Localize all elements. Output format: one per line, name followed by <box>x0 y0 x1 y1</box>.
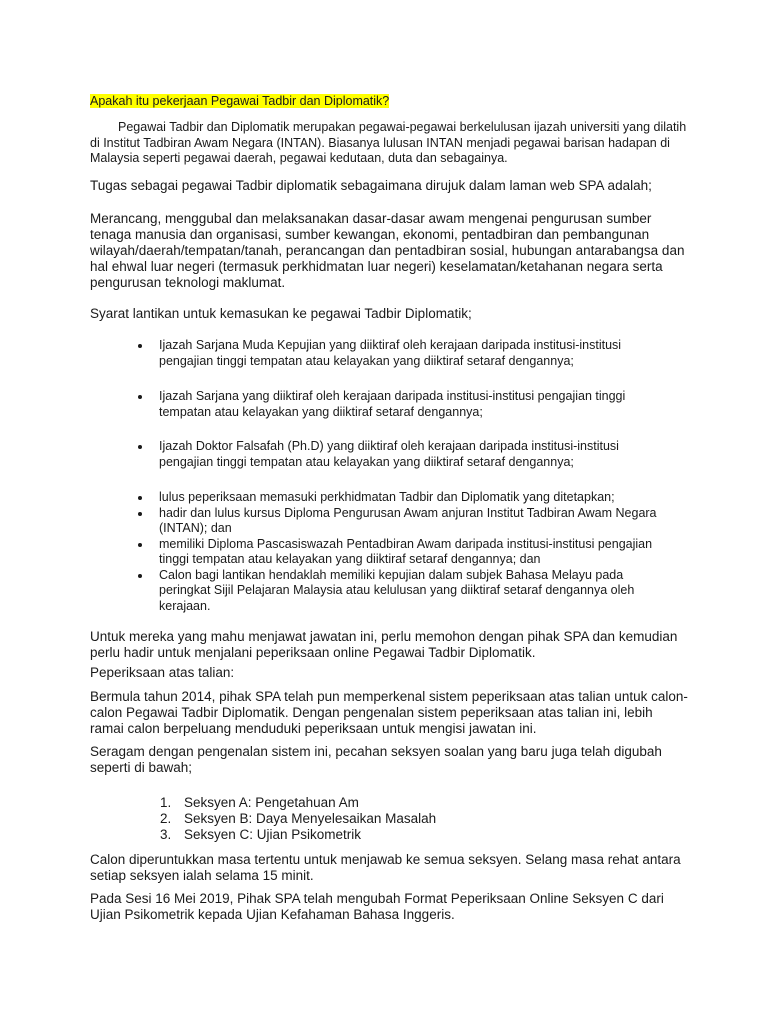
list-item: memiliki Diploma Pascasiswazah Pentadbiran Awam daripada institusi-institusi pengajian tinggi tempatan atau kelayakan yang diiktiraf setaraf dengannya; dan <box>130 537 660 568</box>
sections-list <box>160 795 560 843</box>
list-number: 2. <box>160 811 172 826</box>
requirements-intro: Syarat lantikan untuk kemasukan ke pegawai Tadbir Diplomatik; <box>90 306 472 321</box>
requirements-list-3 <box>130 439 660 470</box>
list-item: Ijazah Sarjana yang diiktiraf oleh kerajaan daripada institusi-institusi pengajian tinggi tempatan atau kelayakan yang diiktiraf setaraf dengannya; <box>130 389 660 420</box>
page-title <box>90 93 389 109</box>
section-label: Seksyen A: Pengetahuan Am <box>184 795 359 810</box>
list-item: Ijazah Doktor Falsafah (Ph.D) yang diiktiraf oleh kerajaan daripada institusi-institusi pengajian tinggi tempatan atau kelayakan yang diiktiraf setaraf dengannya; <box>130 439 660 470</box>
list-item <box>160 811 560 827</box>
list-item <box>160 795 560 811</box>
requirements-list-2 <box>130 389 660 420</box>
online-exam-paragraph: Bermula tahun 2014, pihak SPA telah pun memperkenal sistem peperiksaan atas talian untuk calon-calon Pegawai Tadbir Diplomatik. Dengan pengenalan sistem peperiksaan atas talian ini, lebih ramai calon berpeluang menduduki peperiksaan untuk mengisi jawatan ini. <box>90 689 688 736</box>
list-item: lulus peperiksaan memasuki perkhidmatan Tadbir dan Diplomatik yang ditetapkan; <box>130 490 660 506</box>
list-item: Calon bagi lantikan hendaklah memiliki kepujian dalam subjek Bahasa Melayu pada peringkat Sijil Pelajaran Malaysia atau kelulusan yang diiktiraf setaraf dengannya oleh kerajaan. <box>130 568 660 615</box>
list-item: hadir dan lulus kursus Diploma Pengurusan Awam anjuran Institut Tadbiran Awam Negara (INTAN); dan <box>130 506 660 537</box>
highlighted-title: Apakah itu pekerjaan Pegawai Tadbir dan Diplomatik? <box>90 94 390 108</box>
requirements-list-1 <box>130 338 660 369</box>
section-label: Seksyen B: Daya Menyelesaikan Masalah <box>184 811 437 826</box>
online-exam-heading: Peperiksaan atas talian: <box>90 665 235 680</box>
duties-intro: Tugas sebagai pegawai Tadbir diplomatik sebagaimana dirujuk dalam laman web SPA adalah; <box>90 178 652 193</box>
section-label: Seksyen C: Ujian Psikometrik <box>184 827 362 842</box>
sections-intro: Seragam dengan pengenalan sistem ini, pecahan seksyen soalan yang baru juga telah digubah seperti di bawah; <box>90 744 662 775</box>
requirements-list-4 <box>130 490 660 614</box>
list-item: Ijazah Sarjana Muda Kepujian yang diiktiraf oleh kerajaan daripada institusi-institusi pengajian tinggi tempatan atau kelayakan yang diiktiraf setaraf dengannya; <box>130 338 660 369</box>
apply-paragraph: Untuk mereka yang mahu menjawat jawatan ini, perlu memohon dengan pihak SPA dan kemudian perlu hadir untuk menjalani peperiksaan online Pegawai Tadbir Diplomatik. <box>90 629 678 660</box>
update-paragraph: Pada Sesi 16 Mei 2019, Pihak SPA telah mengubah Format Peperiksaan Online Seksyen C dari Ujian Psikometrik kepada Ujian Kefahaman Bahasa Inggeris. <box>90 891 664 922</box>
intro-paragraph <box>90 120 690 167</box>
intro-paragraph-text: Pegawai Tadbir dan Diplomatik merupakan pegawai-pegawai berkelulusan ijazah universiti yang dilatih di Institut Tadbiran Awam Negara (INTAN). Biasanya lulusan INTAN menjadi pegawai barisan hadapan di Malaysia seperti pegawai daerah, pegawai kedutaan, duta dan sebagainya. <box>90 120 687 165</box>
list-item <box>160 827 560 843</box>
list-number: 3. <box>160 827 172 842</box>
list-number: 1. <box>160 795 172 810</box>
duties-paragraph: Merancang, menggubal dan melaksanakan dasar-dasar awam mengenai pengurusan sumber tenaga manusia dan organisasi, sumber kewangan, ekonomi, pentadbiran dan pembangunan wilayah/daerah/tempatan/tanah, perancangan dan pentadbiran sosial, hubungan antarabangsa dan hal ehwal luar negeri (termasuk perkhidmatan luar negeri) keselamatan/ketahanan negara serta pengurusan teknologi maklumat. <box>90 211 685 290</box>
time-paragraph: Calon diperuntukkan masa tertentu untuk menjawab ke semua seksyen. Selang masa rehat antara setiap seksyen ialah selama 15 minit. <box>90 852 681 883</box>
